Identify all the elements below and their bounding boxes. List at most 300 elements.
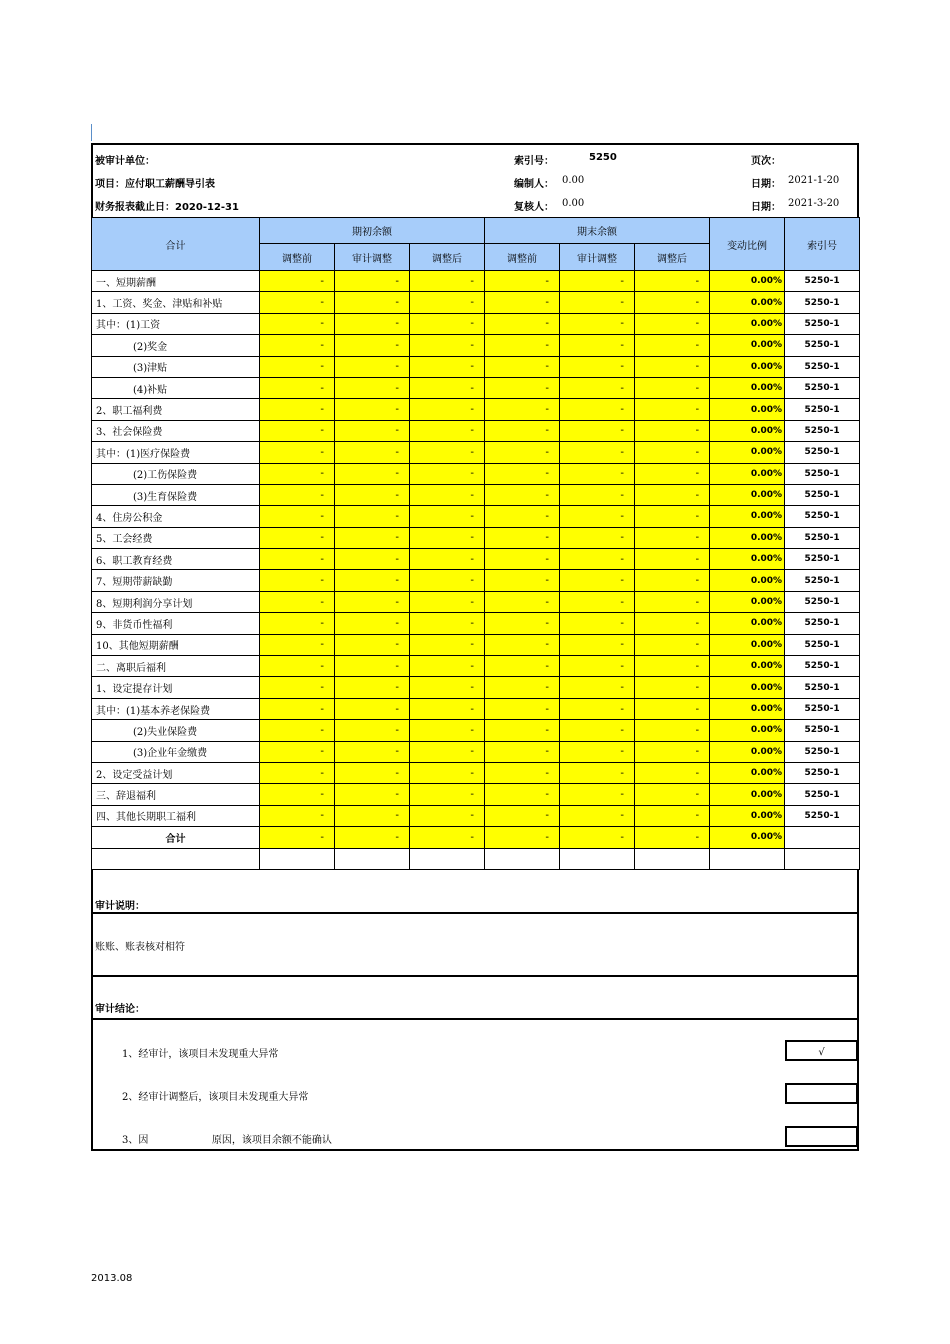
audit-sheet <box>91 143 859 1151</box>
amount-cell: - <box>560 784 635 805</box>
amount-cell: - <box>485 570 560 591</box>
amount-cell: - <box>635 442 710 463</box>
row-label: (3)生育保险费 <box>92 484 260 505</box>
change-ratio-cell: 0.00% <box>710 377 785 398</box>
amount-cell: - <box>335 762 410 783</box>
amount-cell: - <box>260 634 335 655</box>
total-index-cell <box>785 827 860 848</box>
row-label: 1、设定提存计划 <box>92 677 260 698</box>
amount-cell: - <box>410 292 485 313</box>
index-label: 索引号： <box>514 156 554 167</box>
index-cell: 5250-1 <box>785 420 860 441</box>
amount-cell: - <box>485 292 560 313</box>
amount-cell: - <box>260 484 335 505</box>
index-cell: 5250-1 <box>785 463 860 484</box>
index-cell: 5250-1 <box>785 634 860 655</box>
amount-cell: - <box>485 313 560 334</box>
review-date-label: 日期： <box>751 202 781 213</box>
amount-cell: - <box>335 271 410 292</box>
change-ratio-cell: 0.00% <box>710 570 785 591</box>
amount-cell: - <box>560 741 635 762</box>
amount-cell: - <box>560 591 635 612</box>
amount-cell: - <box>260 313 335 334</box>
table-row <box>92 506 860 527</box>
table-row <box>92 677 860 698</box>
change-ratio-cell: 0.00% <box>710 356 785 377</box>
row-label: 四、其他长期职工福利 <box>92 805 260 826</box>
table-row <box>92 313 860 334</box>
change-ratio-cell: 0.00% <box>710 634 785 655</box>
amount-cell: - <box>335 442 410 463</box>
amount-cell: - <box>410 784 485 805</box>
empty-cell <box>635 848 710 869</box>
amount-cell: - <box>485 527 560 548</box>
change-ratio-cell: 0.00% <box>710 463 785 484</box>
table-body <box>92 271 860 870</box>
version-footer: 2013.08 <box>91 1273 133 1284</box>
divider <box>93 1018 857 1020</box>
conclusion-2-text: 2、经审计调整后，该项目未发现重大异常 <box>122 1091 309 1103</box>
row-label: (3)津贴 <box>92 356 260 377</box>
row-label: 2、职工福利费 <box>92 399 260 420</box>
index-cell: 5250-1 <box>785 698 860 719</box>
divider <box>93 975 857 977</box>
amount-cell: - <box>485 698 560 719</box>
change-ratio-cell: 0.00% <box>710 420 785 441</box>
conclusion-3-checkbox[interactable] <box>785 1126 858 1147</box>
amount-cell: - <box>260 570 335 591</box>
total-amount-cell: - <box>410 827 485 848</box>
amount-cell: - <box>560 613 635 634</box>
amount-cell: - <box>560 570 635 591</box>
cell-cursor <box>91 124 92 141</box>
amount-cell: - <box>335 313 410 334</box>
table-row <box>92 570 860 591</box>
amount-cell: - <box>560 377 635 398</box>
amount-cell: - <box>485 784 560 805</box>
amount-cell: - <box>635 613 710 634</box>
reviewer-value: 0.00 <box>562 198 585 209</box>
page-label: 页次： <box>751 156 781 167</box>
amount-cell: - <box>560 698 635 719</box>
amount-cell: - <box>485 506 560 527</box>
table-row <box>92 656 860 677</box>
subheader: 调整后 <box>410 244 485 271</box>
table-row <box>92 720 860 741</box>
preparer-label: 编制人： <box>514 179 554 190</box>
index-cell: 5250-1 <box>785 762 860 783</box>
amount-cell: - <box>410 463 485 484</box>
amount-cell: - <box>560 356 635 377</box>
preparer-value: 0.00 <box>562 175 585 186</box>
header-closing-balance: 期末余额 <box>485 218 710 244</box>
amount-cell: - <box>410 570 485 591</box>
amount-cell: - <box>560 313 635 334</box>
amount-cell: - <box>335 805 410 826</box>
amount-cell: - <box>560 271 635 292</box>
index-cell: 5250-1 <box>785 399 860 420</box>
index-cell: 5250-1 <box>785 335 860 356</box>
amount-cell: - <box>485 442 560 463</box>
change-ratio-cell: 0.00% <box>710 313 785 334</box>
amount-cell: - <box>335 399 410 420</box>
header-index: 索引号 <box>785 218 860 271</box>
table-row <box>92 741 860 762</box>
amount-cell: - <box>635 292 710 313</box>
amount-cell: - <box>260 442 335 463</box>
amount-cell: - <box>260 356 335 377</box>
amount-cell: - <box>560 527 635 548</box>
change-ratio-cell: 0.00% <box>710 698 785 719</box>
row-label: (2)工伤保险费 <box>92 463 260 484</box>
amount-cell: - <box>560 677 635 698</box>
amount-cell: - <box>635 377 710 398</box>
amount-cell: - <box>335 335 410 356</box>
header-change-ratio: 变动比例 <box>710 218 785 271</box>
conclusion-3-text: 3、因 原因，该项目余额不能确认 <box>122 1134 332 1146</box>
index-cell: 5250-1 <box>785 720 860 741</box>
table-row <box>92 356 860 377</box>
amount-cell: - <box>260 271 335 292</box>
table-row <box>92 634 860 655</box>
amount-cell: - <box>335 698 410 719</box>
amount-cell: - <box>560 399 635 420</box>
empty-cell <box>560 848 635 869</box>
table-row <box>92 399 860 420</box>
index-cell: 5250-1 <box>785 356 860 377</box>
change-ratio-cell: 0.00% <box>710 506 785 527</box>
prepared-date-label: 日期： <box>751 179 781 190</box>
row-label: 5、工会经费 <box>92 527 260 548</box>
amount-cell: - <box>485 762 560 783</box>
amount-cell: - <box>335 527 410 548</box>
amount-cell: - <box>635 698 710 719</box>
index-cell: 5250-1 <box>785 591 860 612</box>
amount-cell: - <box>410 634 485 655</box>
conclusion-2-checkbox[interactable] <box>785 1083 858 1104</box>
project-title: 项目：应付职工薪酬导引表 <box>95 179 215 190</box>
amount-cell: - <box>485 420 560 441</box>
subheader: 调整前 <box>260 244 335 271</box>
table-row <box>92 805 860 826</box>
review-date: 2021-3-20 <box>788 198 840 209</box>
change-ratio-cell: 0.00% <box>710 399 785 420</box>
row-label: 其中：(1)工资 <box>92 313 260 334</box>
amount-cell: - <box>560 420 635 441</box>
row-label: (3)企业年金缴费 <box>92 741 260 762</box>
table-row <box>92 292 860 313</box>
total-row <box>92 827 860 848</box>
amount-cell: - <box>635 549 710 570</box>
row-label: 1、工资、奖金、津贴和补贴 <box>92 292 260 313</box>
amount-cell: - <box>260 399 335 420</box>
row-label: 6、职工教育经费 <box>92 549 260 570</box>
amount-cell: - <box>260 656 335 677</box>
index-cell: 5250-1 <box>785 613 860 634</box>
amount-cell: - <box>335 784 410 805</box>
amount-cell: - <box>260 591 335 612</box>
amount-cell: - <box>635 634 710 655</box>
row-label: (2)奖金 <box>92 335 260 356</box>
amount-cell: - <box>335 506 410 527</box>
row-label: 其中：(1)基本养老保险费 <box>92 698 260 719</box>
amount-cell: - <box>485 656 560 677</box>
change-ratio-cell: 0.00% <box>710 762 785 783</box>
index-value: 5250 <box>589 152 617 163</box>
change-ratio-cell: 0.00% <box>710 442 785 463</box>
amount-cell: - <box>335 570 410 591</box>
index-cell: 5250-1 <box>785 656 860 677</box>
amount-cell: - <box>410 442 485 463</box>
amount-cell: - <box>560 720 635 741</box>
empty-cell <box>710 848 785 869</box>
table-row <box>92 527 860 548</box>
amount-cell: - <box>560 762 635 783</box>
index-cell: 5250-1 <box>785 484 860 505</box>
amount-cell: - <box>635 420 710 441</box>
total-amount-cell: - <box>335 827 410 848</box>
amount-cell: - <box>560 549 635 570</box>
index-cell: 5250-1 <box>785 527 860 548</box>
divider <box>93 912 857 914</box>
header-total: 合计 <box>92 218 260 271</box>
amount-cell: - <box>560 292 635 313</box>
audit-note-label: 审计说明： <box>95 900 145 912</box>
subheader: 调整前 <box>485 244 560 271</box>
amount-cell: - <box>410 741 485 762</box>
amount-cell: - <box>635 741 710 762</box>
amount-cell: - <box>335 549 410 570</box>
amount-cell: - <box>560 335 635 356</box>
conclusion-1-text: 1、经审计，该项目未发现重大异常 <box>122 1048 279 1060</box>
table-row <box>92 420 860 441</box>
amount-cell: - <box>335 356 410 377</box>
amount-cell: - <box>260 784 335 805</box>
amount-cell: - <box>335 720 410 741</box>
amount-cell: - <box>635 335 710 356</box>
amount-cell: - <box>410 762 485 783</box>
change-ratio-cell: 0.00% <box>710 484 785 505</box>
change-ratio-cell: 0.00% <box>710 656 785 677</box>
amount-cell: - <box>635 591 710 612</box>
change-ratio-cell: 0.00% <box>710 784 785 805</box>
amount-cell: - <box>410 613 485 634</box>
empty-cell <box>485 848 560 869</box>
row-label: 三、辞退福利 <box>92 784 260 805</box>
index-cell: 5250-1 <box>785 313 860 334</box>
amount-cell: - <box>410 420 485 441</box>
change-ratio-cell: 0.00% <box>710 613 785 634</box>
table-row <box>92 762 860 783</box>
amount-cell: - <box>410 720 485 741</box>
empty-row <box>92 848 860 869</box>
row-label: 9、非货币性福利 <box>92 613 260 634</box>
table-row <box>92 377 860 398</box>
amount-cell: - <box>260 527 335 548</box>
change-ratio-cell: 0.00% <box>710 335 785 356</box>
amount-cell: - <box>335 292 410 313</box>
amount-cell: - <box>635 527 710 548</box>
index-cell: 5250-1 <box>785 377 860 398</box>
amount-cell: - <box>635 570 710 591</box>
subheader: 审计调整 <box>335 244 410 271</box>
amount-cell: - <box>335 591 410 612</box>
change-ratio-cell: 0.00% <box>710 591 785 612</box>
index-cell: 5250-1 <box>785 784 860 805</box>
row-label: 一、短期薪酬 <box>92 271 260 292</box>
row-label: 7、短期带薪缺勤 <box>92 570 260 591</box>
reviewer-label: 复核人： <box>514 202 554 213</box>
amount-cell: - <box>410 484 485 505</box>
table-row <box>92 271 860 292</box>
index-cell: 5250-1 <box>785 741 860 762</box>
index-cell: 5250-1 <box>785 677 860 698</box>
amount-cell: - <box>410 356 485 377</box>
salary-guide-table <box>91 217 860 870</box>
amount-cell: - <box>485 484 560 505</box>
amount-cell: - <box>485 805 560 826</box>
amount-cell: - <box>260 613 335 634</box>
amount-cell: - <box>410 677 485 698</box>
amount-cell: - <box>335 420 410 441</box>
header-opening-balance: 期初余额 <box>260 218 485 244</box>
change-ratio-cell: 0.00% <box>710 741 785 762</box>
amount-cell: - <box>485 677 560 698</box>
amount-cell: - <box>560 805 635 826</box>
conclusion-1-checkbox[interactable]: √ <box>785 1040 858 1061</box>
table-row <box>92 442 860 463</box>
index-cell: 5250-1 <box>785 442 860 463</box>
amount-cell: - <box>410 656 485 677</box>
empty-cell <box>410 848 485 869</box>
amount-cell: - <box>335 677 410 698</box>
amount-cell: - <box>635 656 710 677</box>
amount-cell: - <box>635 805 710 826</box>
empty-cell <box>335 848 410 869</box>
total-amount-cell: - <box>485 827 560 848</box>
amount-cell: - <box>260 420 335 441</box>
amount-cell: - <box>335 741 410 762</box>
total-ratio-cell: 0.00% <box>710 827 785 848</box>
amount-cell: - <box>410 527 485 548</box>
table-row <box>92 549 860 570</box>
table-row <box>92 698 860 719</box>
row-label: (4)补贴 <box>92 377 260 398</box>
total-label: 合计 <box>92 827 260 848</box>
amount-cell: - <box>635 506 710 527</box>
total-amount-cell: - <box>560 827 635 848</box>
amount-cell: - <box>485 613 560 634</box>
info-header <box>91 143 859 217</box>
subheader: 审计调整 <box>560 244 635 271</box>
row-label: 其中：(1)医疗保险费 <box>92 442 260 463</box>
row-label: 2、设定受益计划 <box>92 762 260 783</box>
change-ratio-cell: 0.00% <box>710 292 785 313</box>
amount-cell: - <box>260 762 335 783</box>
table-row <box>92 484 860 505</box>
amount-cell: - <box>410 549 485 570</box>
index-cell: 5250-1 <box>785 805 860 826</box>
change-ratio-cell: 0.00% <box>710 549 785 570</box>
row-label: 8、短期利润分享计划 <box>92 591 260 612</box>
amount-cell: - <box>485 399 560 420</box>
table-row <box>92 591 860 612</box>
total-amount-cell: - <box>635 827 710 848</box>
subheader: 调整后 <box>635 244 710 271</box>
change-ratio-cell: 0.00% <box>710 677 785 698</box>
empty-cell <box>785 848 860 869</box>
index-cell: 5250-1 <box>785 271 860 292</box>
amount-cell: - <box>635 762 710 783</box>
row-label: 10、其他短期薪酬 <box>92 634 260 655</box>
amount-cell: - <box>410 591 485 612</box>
amount-cell: - <box>410 313 485 334</box>
amount-cell: - <box>635 356 710 377</box>
amount-cell: - <box>635 484 710 505</box>
amount-cell: - <box>635 313 710 334</box>
amount-cell: - <box>485 720 560 741</box>
amount-cell: - <box>260 335 335 356</box>
amount-cell: - <box>635 784 710 805</box>
amount-cell: - <box>485 271 560 292</box>
amount-cell: - <box>560 506 635 527</box>
row-label: 3、社会保险费 <box>92 420 260 441</box>
amount-cell: - <box>260 549 335 570</box>
amount-cell: - <box>335 463 410 484</box>
amount-cell: - <box>410 805 485 826</box>
empty-cell <box>92 848 260 869</box>
amount-cell: - <box>410 377 485 398</box>
amount-cell: - <box>260 292 335 313</box>
amount-cell: - <box>560 656 635 677</box>
index-cell: 5250-1 <box>785 570 860 591</box>
amount-cell: - <box>260 463 335 484</box>
amount-cell: - <box>560 484 635 505</box>
audit-conclusion-label: 审计结论： <box>95 1003 145 1015</box>
change-ratio-cell: 0.00% <box>710 527 785 548</box>
amount-cell: - <box>410 698 485 719</box>
table-row <box>92 784 860 805</box>
amount-cell: - <box>260 677 335 698</box>
amount-cell: - <box>560 634 635 655</box>
amount-cell: - <box>485 549 560 570</box>
amount-cell: - <box>335 613 410 634</box>
change-ratio-cell: 0.00% <box>710 271 785 292</box>
empty-cell <box>260 848 335 869</box>
amount-cell: - <box>335 634 410 655</box>
change-ratio-cell: 0.00% <box>710 805 785 826</box>
amount-cell: - <box>410 399 485 420</box>
index-cell: 5250-1 <box>785 549 860 570</box>
amount-cell: - <box>635 271 710 292</box>
amount-cell: - <box>335 656 410 677</box>
amount-cell: - <box>635 463 710 484</box>
audited-unit-label: 被审计单位： <box>95 156 155 167</box>
table-row <box>92 335 860 356</box>
period-end-label: 财务报表截止日：2020-12-31 <box>95 202 239 213</box>
amount-cell: - <box>260 506 335 527</box>
amount-cell: - <box>260 698 335 719</box>
amount-cell: - <box>410 271 485 292</box>
row-label: 4、住房公积金 <box>92 506 260 527</box>
table-row <box>92 613 860 634</box>
amount-cell: - <box>335 484 410 505</box>
amount-cell: - <box>485 463 560 484</box>
amount-cell: - <box>260 805 335 826</box>
row-label: (2)失业保险费 <box>92 720 260 741</box>
amount-cell: - <box>260 377 335 398</box>
row-label: 二、离职后福利 <box>92 656 260 677</box>
